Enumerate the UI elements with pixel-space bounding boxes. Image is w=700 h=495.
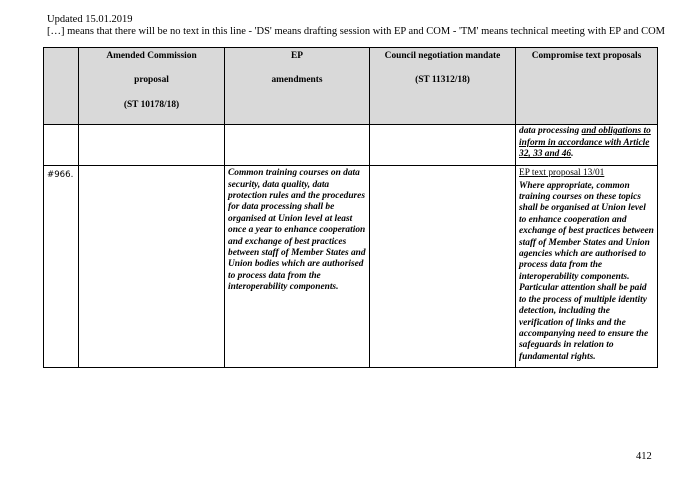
commission-cell (79, 125, 225, 166)
updated-date: Updated 15.01.2019 (47, 14, 133, 25)
page-number: 412 (636, 451, 652, 462)
row-number-cell (44, 125, 79, 166)
commission-column-header: Amended Commission proposal (ST 10178/18) (79, 48, 225, 125)
proposal-text: Where appropriate, common training courses on these topics shall be organised at Union level to enhance cooperation and exchange of best practices between staff of Member States and Union agencies which are authorised to process data from the interoperability components. Particular attention shall be paid to the process of multiple identity detection, including the verification of links and the accompanying need to ensure the safeguards in relation to fundamental rights. (519, 180, 654, 362)
ep-cell: Common training courses on data security, data quality, data protection rules and the procedures for data processing shall be organised at Union level at least once a year to enhance cooperation and exchange of best practices between staff of Member States and Union bodies which are authorised to process data from the interoperability components. (225, 166, 370, 368)
table-row (44, 125, 658, 166)
row-number-cell: #966. (44, 166, 79, 368)
ep-column-header: EP amendments (225, 48, 370, 125)
ep-cell (225, 125, 370, 166)
compromise-column-header: Compromise text proposals (516, 48, 658, 125)
four-column-table (43, 47, 658, 368)
proposal-title: EP text proposal 13/01 (519, 168, 605, 179)
council-cell (370, 166, 516, 368)
compromise-cell (516, 166, 658, 368)
legend-line: […] means that there will be no text in this line - 'DS' means drafting session with EP and COM - 'TM' means technical meeting with EP and COM (47, 26, 666, 37)
compromise-cell: data processing and obligations to inform in accordance with Article 32, 33 and 46. (516, 125, 658, 166)
document-header (47, 14, 665, 38)
number-column-header (44, 48, 79, 125)
table-header-row (44, 48, 658, 125)
table-row (44, 166, 658, 368)
council-column-header: Council negotiation mandate (ST 11312/18) (370, 48, 516, 125)
commission-cell (79, 166, 225, 368)
council-cell (370, 125, 516, 166)
